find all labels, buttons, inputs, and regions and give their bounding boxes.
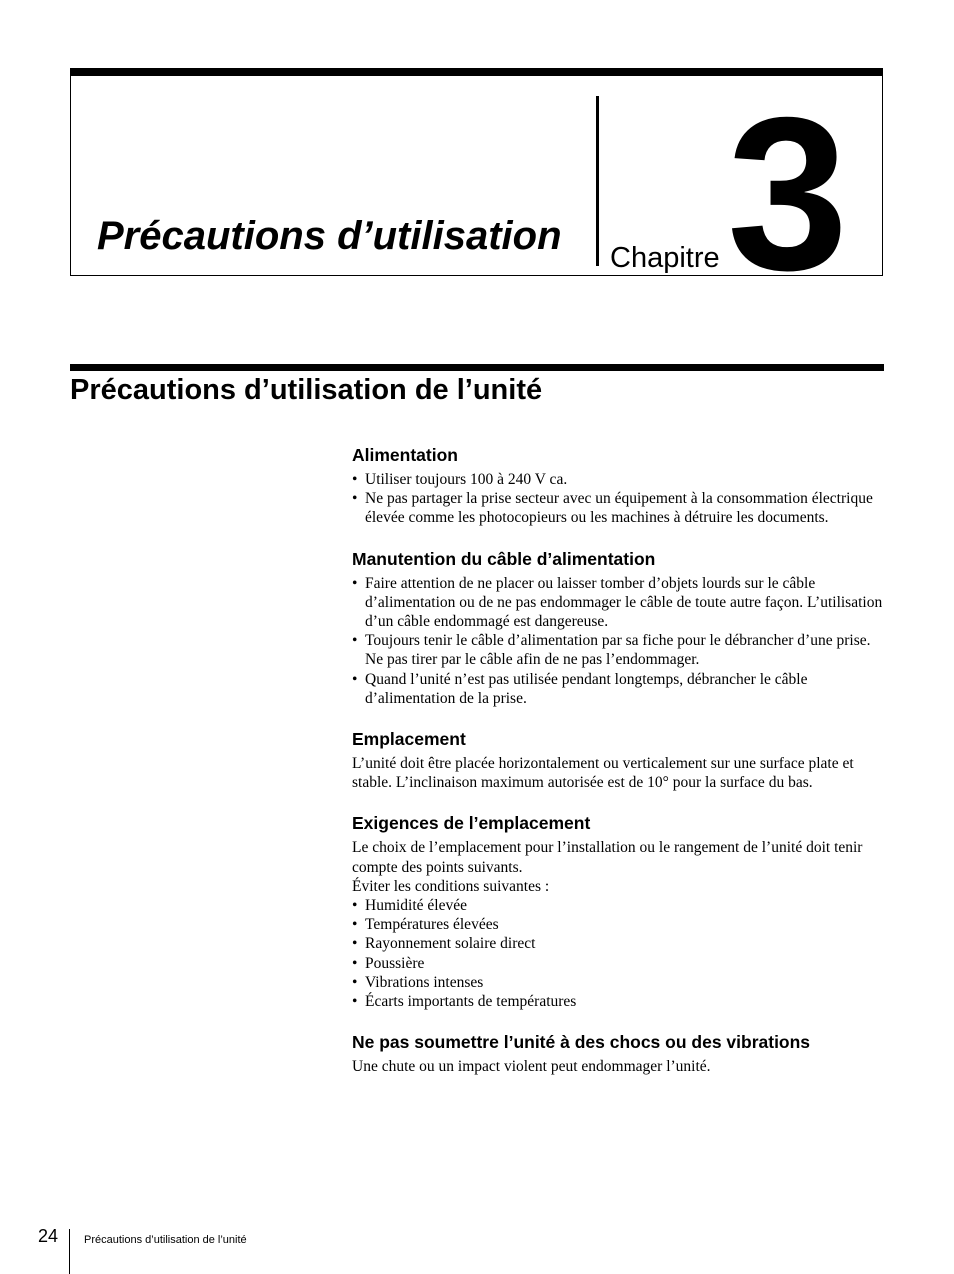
sub-heading: Manutention du câble d’alimentation	[352, 548, 656, 569]
block-exigences	[352, 812, 884, 1011]
paragraph: Une chute ou un impact violent peut endommager l’unité.	[352, 1058, 711, 1076]
sub-heading: Exigences de l’emplacement	[352, 813, 591, 834]
list-item: • Vibrations intenses	[352, 973, 884, 992]
list-item: • Rayonnement solaire direct	[352, 934, 884, 953]
chapter-title: Précautions d’utilisation	[97, 214, 562, 258]
list-item: • Ne pas partager la prise secteur avec un équipement à la consommation électrique élevée comme les photocopieurs ou les machines à détruire les documents.	[352, 489, 884, 527]
section-rule	[70, 364, 884, 371]
sub-heading: Emplacement	[352, 729, 466, 750]
list-item: • Toujours tenir le câble d’alimentation par sa fiche pour le débrancher d’une prise. Ne pas tirer par le câble afin de ne pas l’endommager.	[352, 631, 884, 669]
footer-divider	[69, 1229, 70, 1274]
chapter-number: 3	[727, 73, 849, 316]
block-chocs	[352, 1031, 884, 1076]
paragraph: Éviter les conditions suivantes :	[352, 877, 550, 895]
list-item: • Utiliser toujours 100 à 240 V ca.	[352, 470, 884, 489]
block-emplacement	[352, 728, 884, 792]
block-alimentation	[352, 444, 884, 528]
list-item: • Quand l’unité n’est pas utilisée pendant longtemps, débrancher le câble d’alimentation de la prise.	[352, 670, 884, 708]
running-title: Précautions d’utilisation de l’unité	[84, 1234, 247, 1246]
chapter-divider	[596, 96, 599, 266]
chapter-banner	[70, 68, 883, 316]
bullet-list	[352, 574, 884, 708]
list-item: • Poussière	[352, 954, 884, 973]
content-column	[352, 444, 884, 1096]
section-title: Précautions d’utilisation de l’unité	[70, 374, 543, 406]
paragraph: Le choix de l’emplacement pour l’installation ou le rangement de l’unité doit tenir compte des points suivants.	[352, 839, 863, 876]
sub-heading: Alimentation	[352, 445, 458, 465]
list-item: • Humidité élevée	[352, 896, 884, 915]
list-item: • Températures élevées	[352, 915, 884, 934]
bullet-list	[352, 896, 884, 1011]
chapter-label: Chapitre	[610, 242, 720, 274]
list-item: • Écarts importants de températures	[352, 992, 884, 1011]
block-manutention	[352, 548, 884, 708]
list-item: • Faire attention de ne placer ou laisser tomber d’objets lourds sur le câble d’alimentation ou de ne pas endommager le câble de toute autre façon. L’utilisation d’un câble endommagé est dangereuse.	[352, 574, 884, 632]
page-number: 24	[38, 1226, 59, 1246]
bullet-list	[352, 470, 884, 528]
sub-heading: Ne pas soumettre l’unité à des chocs ou des vibrations	[352, 1032, 811, 1053]
paragraph: L’unité doit être placée horizontalement ou verticalement sur une surface plate et stable. L’inclinaison maximum autorisée est de 10° pour la surface du bas.	[352, 755, 854, 792]
